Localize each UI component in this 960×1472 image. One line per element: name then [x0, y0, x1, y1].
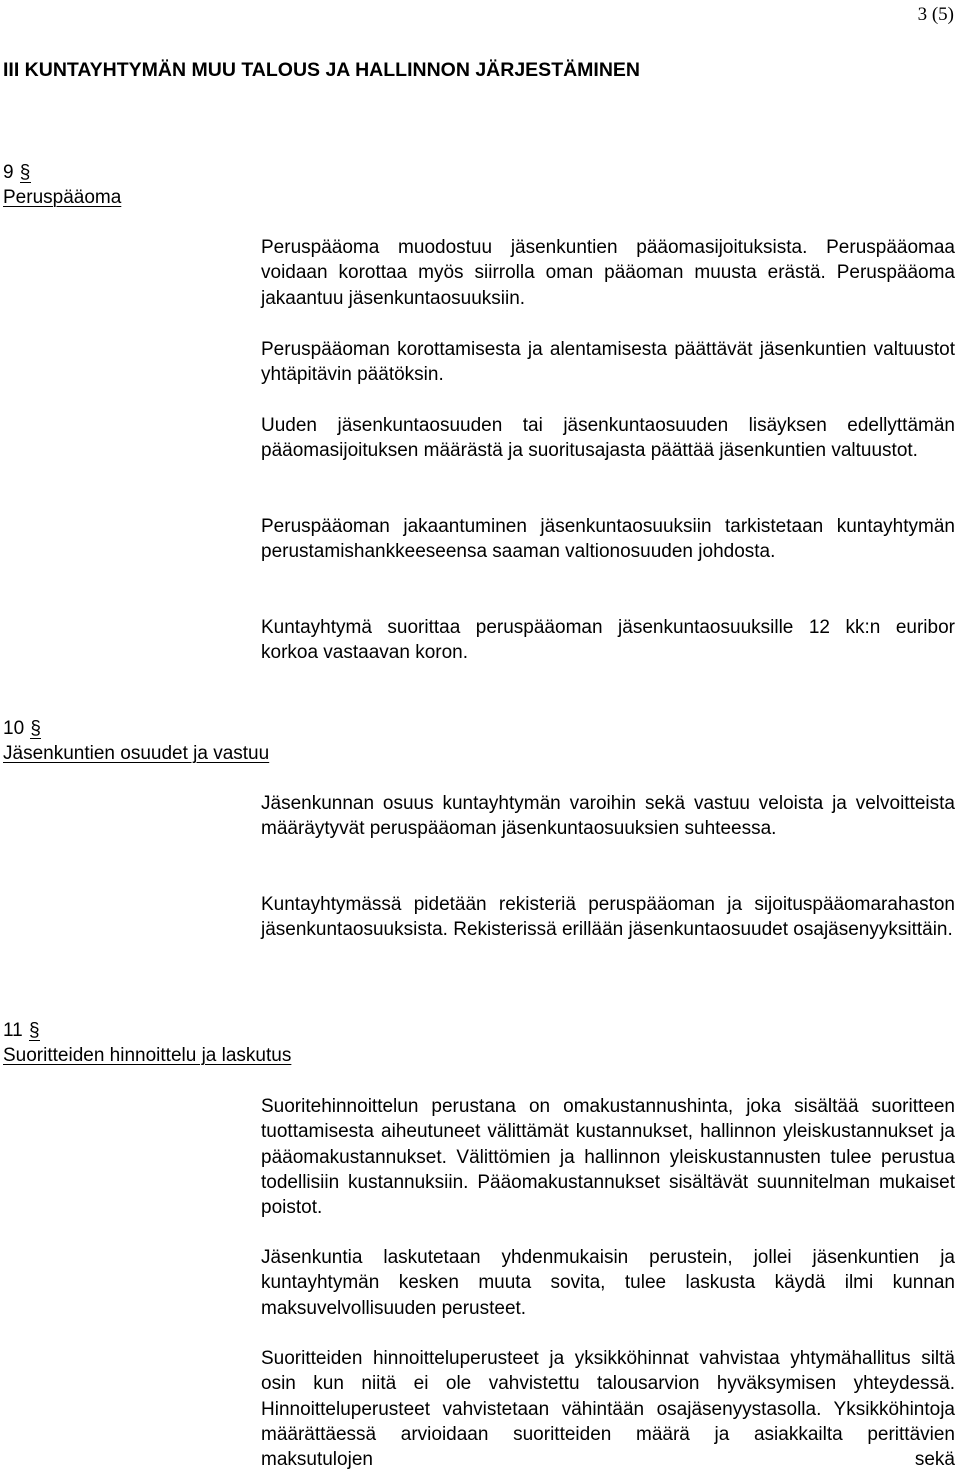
- section-number: 11 §: [3, 1020, 40, 1041]
- section-heading-10: [3, 716, 269, 766]
- paragraph: Kuntayhtymä suorittaa peruspääoman jäsenkuntaosuuksille 12 kk:n euribor korkoa vastaavan koron.: [261, 617, 955, 664]
- paragraph: Kuntayhtymässä pidetään rekisteriä peruspääoman ja sijoituspääomarahaston jäsenkuntaosuuksista. Rekisterissä erillään jäsenkuntaosuudet osajäsenyyksittäin.: [261, 894, 955, 941]
- paragraph: Peruspääoman jakaantuminen jäsenkuntaosuuksiin tarkistetaan kuntayhtymän perustamishankkeeseensa saaman valtionosuuden johdosta.: [261, 516, 955, 563]
- section-number: 9 §: [3, 162, 31, 183]
- paragraph: Suoritteiden hinnoitteluperusteet ja yksikköhinnat vahvistaa yhtymähallitus siltä osin kun niitä ei ole vahvistettu talousarvion hyväksymisen yhteydessä. Hinnoitteluperusteet vahvistetaan vähintään osajäsenyystasolla. Yksikköhintoja määrättäessä arvioidaan suoritteiden määrä ja asiakkailta perittävien maksutulojen sekä: [261, 1348, 955, 1471]
- section-title: Peruspääoma: [3, 187, 122, 208]
- section-title: Suoritteiden hinnoittelu ja laskutus: [3, 1045, 292, 1066]
- section-title: Jäsenkuntien osuudet ja vastuu: [3, 743, 270, 764]
- section-sign: §: [28, 1020, 40, 1041]
- paragraph: Jäsenkuntia laskutetaan yhdenmukaisin perustein, jollei jäsenkuntien ja kuntayhtymän kesken muuta sovita, tulee laskusta käydä ilmi kunnan maksuvelvollisuuden perusteet.: [261, 1247, 955, 1319]
- paragraph: Peruspääoma muodostuu jäsenkuntien pääomasijoituksista. Peruspääomaa voidaan korottaa myös siirrolla oman pääoman muusta erästä. Peruspääoma jakaantuu jäsenkuntaosuuksiin.: [261, 237, 955, 309]
- chapter-title: III KUNTAYHTYMÄN MUU TALOUS JA HALLINNON JÄRJESTÄMINEN: [3, 59, 641, 81]
- section-sign: §: [30, 718, 41, 739]
- section-sign: §: [19, 162, 31, 183]
- paragraph: Jäsenkunnan osuus kuntayhtymän varoihin sekä vastuu veloista ja velvoitteista määräytyvät peruspääoman jäsenkuntaosuuksien suhteessa.: [261, 793, 955, 840]
- section-heading-9: [3, 160, 121, 210]
- section-heading-11: [3, 1018, 291, 1068]
- paragraph: Uuden jäsenkuntaosuuden tai jäsenkuntaosuuden lisäyksen edellyttämän pääomasijoituksen määrästä ja suoritusajasta päättää jäsenkuntien valtuustot.: [261, 415, 955, 462]
- page-number: 3 (5): [917, 4, 954, 25]
- paragraph: Peruspääoman korottamisesta ja alentamisesta päättävät jäsenkuntien valtuustot yhtäpitävin päätöksin.: [261, 339, 955, 386]
- section-number: 10 §: [3, 718, 41, 739]
- paragraph: Suoritehinnoittelun perustana on omakustannushinta, joka sisältää suoritteen tuottamisesta aiheutuneet välittämät kustannukset, hallinnon yleiskustannukset ja pääomakustannukset. Välittömien ja hallinnon yleiskustannusten tulee perustua todellisiin kustannuksiin. Pääomakustannukset sisältävät suunnitelman mukaiset poistot.: [261, 1096, 955, 1219]
